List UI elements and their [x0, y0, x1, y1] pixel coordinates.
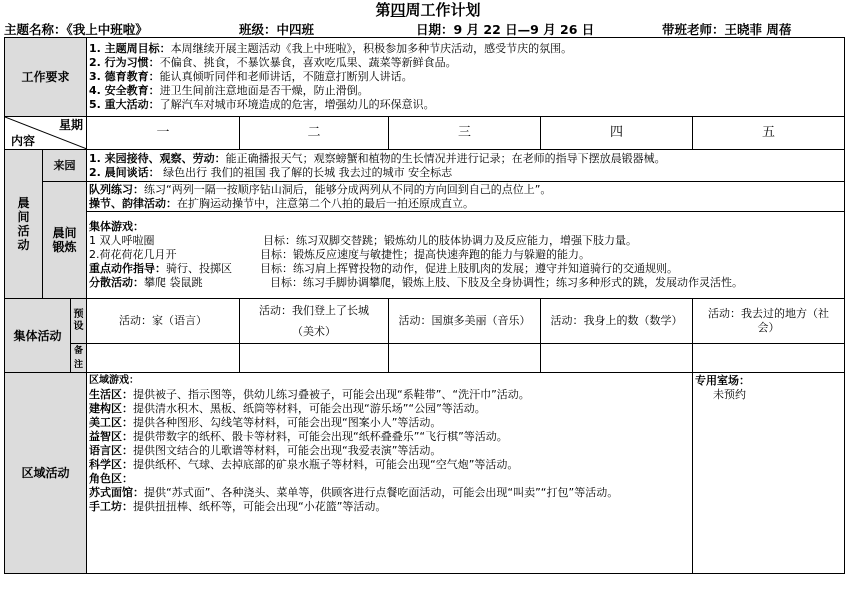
note-label: 备注	[71, 344, 87, 373]
note-wednesday	[389, 344, 541, 373]
activity-monday: 活动：家（语言）	[87, 299, 240, 344]
arrival-row	[5, 150, 845, 182]
game-item: 2.荷花荷花几月开 目标：锻炼反应速度与敏捷性；提高快速奔跑的能力与躲避的能力。	[89, 248, 590, 261]
day-wednesday: 三	[389, 117, 541, 150]
day-monday: 一	[87, 117, 240, 150]
days-header-row	[5, 117, 845, 150]
special-room-content	[693, 373, 845, 574]
title-week-number: 四	[390, 1, 406, 19]
note-tuesday	[240, 344, 389, 373]
work-requirements-label: 工作要求	[5, 38, 87, 117]
scatter-activity: 分散活动：攀爬 袋鼠跳 目标：练习手脚协调攀爬，锻炼上肢、下肢及全身协调性；练习多种形式的跳，发展动作灵活性。	[89, 276, 743, 289]
special-room-label: 专用室场：	[695, 374, 750, 387]
area-activity-label: 区域活动	[5, 373, 87, 574]
work-requirements-row	[5, 38, 845, 117]
content-label: 内容	[11, 134, 36, 148]
zone-item: 手工坊：提供扭扭棒、纸杯等，可能会出现“小花篮”等活动。	[89, 500, 387, 513]
morning-exercise-label: 晨间锻炼	[43, 182, 87, 299]
zone-item: 科学区：提供纸杯、气球、去掉底部的矿泉水瓶子等材料，可能会出现“空气炮”等活动。	[89, 458, 519, 471]
zone-item: 苏式面馆：提供“苏式面”、各种浇头、菜单等，供顾客进行点餐吃面活动，可能会出现“叫卖”“打包”等活动。	[89, 486, 619, 499]
activity-tuesday: 活动：我们登上了长城 （美术）	[240, 299, 389, 344]
day-thursday: 四	[541, 117, 693, 150]
arrival-label: 来园	[43, 150, 87, 182]
games-row	[5, 212, 845, 299]
group-activity-note-row	[5, 344, 845, 373]
day-friday: 五	[693, 117, 845, 150]
requirement-item: 3. 德育教育：能认真倾听同伴和老师讲话，不随意打断别人讲话。	[89, 70, 413, 83]
zone-item: 建构区：提供清水积木、黑板、纸筒等材料，可能会出现“游乐场”“公园”等活动。	[89, 402, 486, 415]
queue-gym-content: 队列练习：练习“两列一隔一按顺序钻山洞后，能够分成两列从不同的方向回到自己的点位上”。 操节、韵律活动：在扩胸运动操节中，注意第二个八拍的最后一拍还原成直立。	[87, 182, 845, 212]
note-friday	[693, 344, 845, 373]
day-tuesday: 二	[240, 117, 389, 150]
requirement-item: 2. 行为习惯：不偏食、挑食，不暴饮暴食，喜欢吃瓜果、蔬菜等新鲜食品。	[89, 56, 457, 69]
focus-guidance: 重点动作指导：骑行、投掷区 目标：练习肩上挥臂投物的动作，促进上肢肌肉的发展；遵守并知道骑行的交通规则。	[89, 262, 678, 275]
date-range: 日期：9 月 22 日—9 月 26 日	[416, 22, 595, 37]
games-content: 集体游戏： 1 双人呼啦圈 目标：练习双脚交替跳；锻炼幼儿的肢体协调力及反应能力，增强下肢力量。 2.荷花荷花几月开 目标：锻炼反应速度与敏捷性；提高快速奔跑的能力与躲避的能力。 重点动作指导：骑行、投掷区 目标：练习肩上挥臂投物的动作，促进上肢肌肉的发展；遵守并知道骑行的交通规则。 分散活动：攀爬 袋鼠跳 目标：练习手脚协调攀爬，锻炼上肢、下肢及全身协调性；练习多种形式的跳，发展动作灵活性。	[87, 212, 845, 299]
zone-item: 美工区：提供各种图形、勾线笔等材料，可能会出现“图案小人”等活动。	[89, 416, 442, 429]
week-label: 星期	[58, 118, 83, 132]
weekly-plan-table	[4, 37, 845, 574]
preset-label: 预设	[71, 299, 87, 344]
zone-item: 语言区：提供图文结合的儿歌谱等材料，可能会出现“我爱表演”等活动。	[89, 444, 442, 457]
work-requirements-content	[87, 38, 845, 117]
teachers: 带班老师：王晓菲 周蓓	[662, 22, 792, 37]
class-name: 班级：中四班	[239, 22, 315, 37]
activity-wednesday: 活动：国旗多美丽（音乐）	[389, 299, 541, 344]
zone-item: 益智区：提供带数字的纸杯、骰卡等材料，可能会出现“纸杯叠叠乐”“飞行棋”等活动。	[89, 430, 508, 443]
activity-friday: 活动：我去过的地方（社 会）	[693, 299, 845, 344]
week-content-diagonal-cell	[5, 117, 87, 150]
theme-name: 主题名称：《我上中班啦》	[4, 22, 148, 37]
title-suffix: 周工作计划	[405, 1, 481, 19]
requirement-item: 1. 主题周目标：本周继续开展主题活动《我上中班啦》，积极参加多种节庆活动，感受节庆的氛围。	[89, 42, 573, 55]
morning-activity-label: 晨间活动	[5, 150, 43, 299]
group-activity-preset-row	[5, 299, 845, 344]
group-activity-label: 集体活动	[5, 299, 71, 373]
requirement-item: 4. 安全教育：进卫生间前注意地面是否干燥，防止滑倒。	[89, 84, 369, 97]
queue-row	[5, 182, 845, 212]
title-prefix: 第	[375, 1, 391, 19]
page-title	[10, 0, 846, 20]
note-thursday	[541, 344, 693, 373]
note-monday	[87, 344, 240, 373]
area-games-content: 区域游戏： 生活区：提供被子、指示图等，供幼儿练习叠被子，可能会出现“系鞋带”、“洗汗巾”活动。 建构区：提供清水积木、黑板、纸筒等材料，可能会出现“游乐场”“公园”等活动。 美工区：提供各种图形、勾线笔等材料，可能会出现“图案小人”等活动。 益智区：提供带数字的纸杯、骰卡等材料，可能会出现“纸杯叠叠乐”“飞行棋”等活动。 语言区：提供图文结合的儿歌谱等材料，可能会出现“我爱表演”等活动。 科学区：提供纸杯、气球、去掉底部的矿泉水瓶子等材料，可能会出现“空气炮”等活动。 角色区： 苏式面馆：提供“苏式面”、各种浇头、菜单等，供顾客进行点餐吃面活动，可能会出现“叫卖”“打包”等活动。 手工坊：提供扭扭棒、纸杯等，可能会出现“小花篮”等活动。	[87, 373, 693, 574]
header-info	[0, 20, 846, 37]
arrival-content: 1. 来园接待、观察、劳动：能正确播报天气；观察螃蟹和植物的生长情况并进行记录；在老师的指导下摆放晨锻器械。 2. 晨间谈话： 绿色出行 我们的祖国 我了解的长城 我去过的城市 安全标志	[87, 150, 845, 182]
game-item: 1 双人呼啦圈 目标：练习双脚交替跳；锻炼幼儿的肢体协调力及反应能力，增强下肢力量。	[89, 234, 637, 247]
activity-thursday: 活动：我身上的数（数学）	[541, 299, 693, 344]
zone-item: 角色区：	[89, 472, 133, 485]
zone-item: 生活区：提供被子、指示图等，供幼儿练习叠被子，可能会出现“系鞋带”、“洗汗巾”活动。	[89, 388, 530, 401]
area-activity-row	[5, 373, 845, 574]
requirement-item: 5. 重大活动：了解汽车对城市环境造成的危害，增强幼儿的环保意识。	[89, 98, 435, 111]
special-room-status: 未预约	[713, 388, 746, 401]
